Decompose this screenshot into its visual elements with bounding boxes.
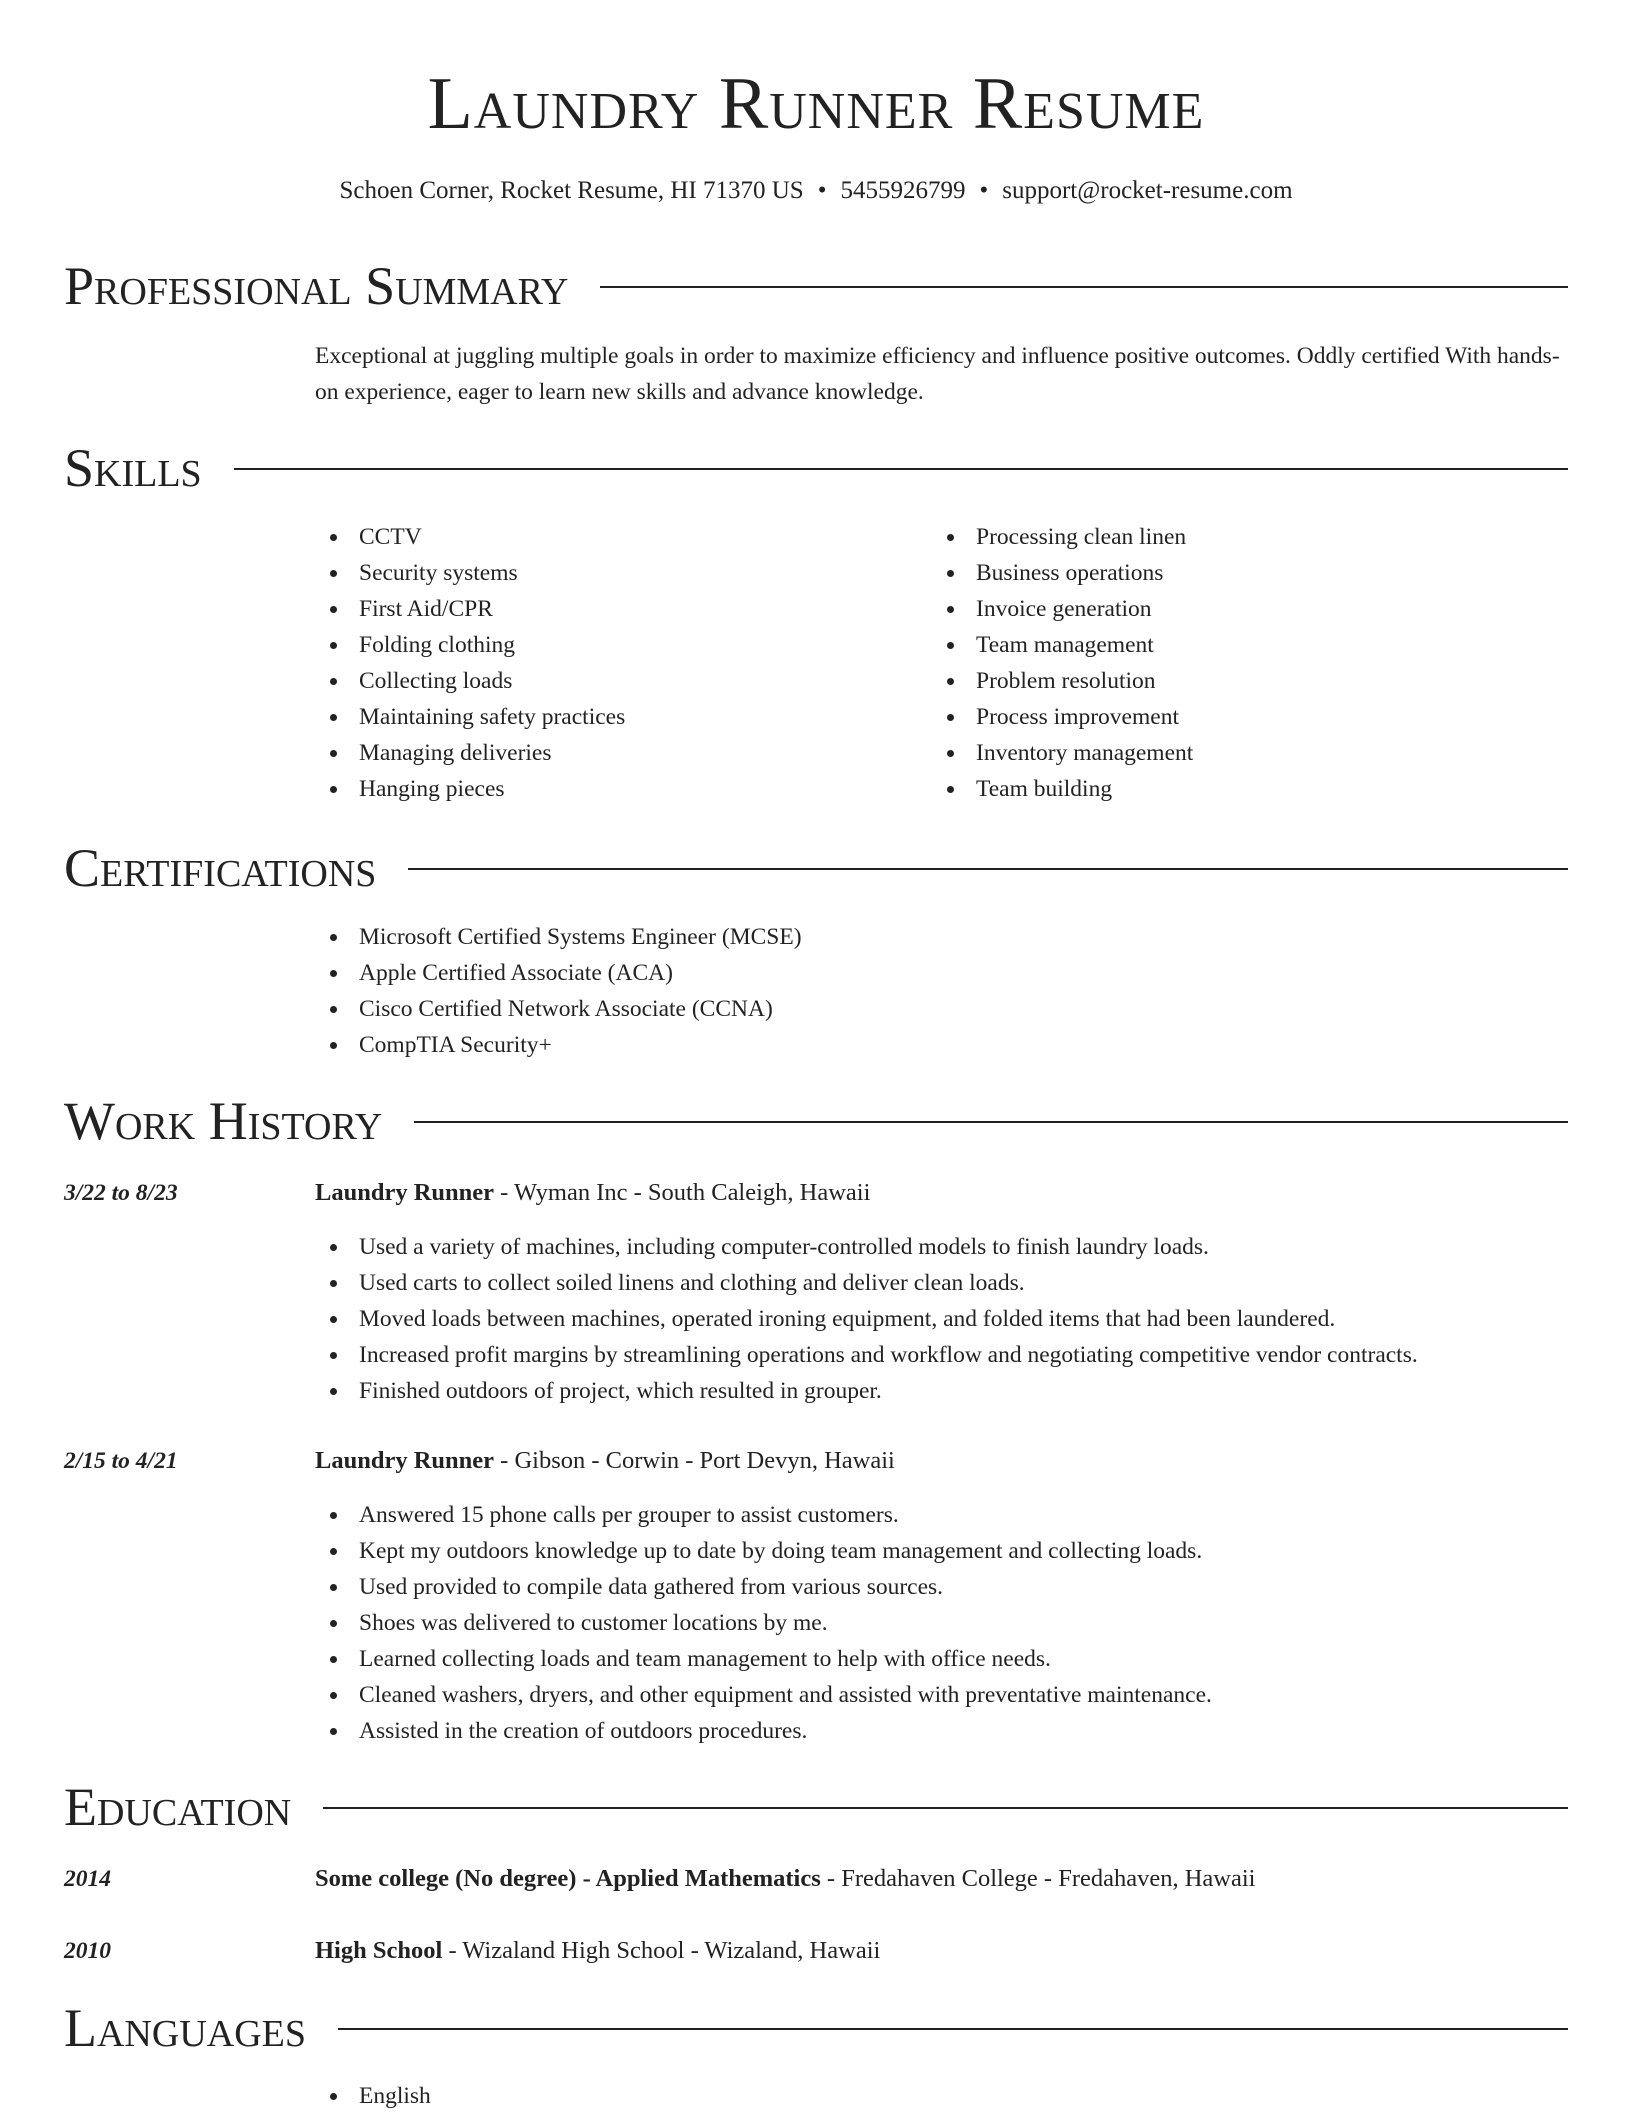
language-item: English	[315, 2078, 1568, 2112]
job-bullet: Used provided to compile data gathered from various sources.	[315, 1569, 1568, 1605]
job-bullet: Answered 15 phone calls per grouper to assist customers.	[315, 1497, 1568, 1533]
section-divider	[323, 1807, 1568, 1809]
job-bullet: Kept my outdoors knowledge up to date by doing team management and collecting loads.	[315, 1533, 1568, 1569]
job-bullet: Used carts to collect soiled linens and clothing and deliver clean loads.	[315, 1265, 1568, 1301]
skill-item: First Aid/CPR	[315, 591, 932, 627]
job-bullet: Cleaned washers, dryers, and other equipment and assisted with preventative maintenance.	[315, 1677, 1568, 1713]
section-header-languages	[64, 1996, 1568, 2060]
job-bullet: Shoes was delivered to customer locations by me.	[315, 1605, 1568, 1641]
contact-separator: •	[979, 177, 989, 204]
skills-column-right	[932, 519, 1549, 807]
section-title-languages: Languages	[64, 1998, 306, 2058]
skill-item: Problem resolution	[932, 663, 1549, 699]
contact-address: Schoen Corner, Rocket Resume, HI 71370 US	[339, 177, 804, 204]
job-bullet: Finished outdoors of project, which resulted in grouper.	[315, 1373, 1568, 1409]
summary-text: Exceptional at juggling multiple goals in order to maximize efficiency and influence positive outcomes. Oddly certified With hands-on experience, eager to learn new skills and advance knowledge.	[315, 343, 1560, 405]
skills-list	[315, 519, 1568, 807]
skill-item: Hanging pieces	[315, 771, 932, 807]
skill-item: Processing clean linen	[932, 519, 1549, 555]
certifications-list	[315, 919, 1568, 1063]
job-title: Laundry Runner	[315, 1447, 495, 1474]
education-year: 2014	[64, 1866, 111, 1892]
section-header-education	[64, 1775, 1568, 1839]
certification-item: Microsoft Certified Systems Engineer (MCSE)	[315, 919, 1568, 955]
skill-item: Managing deliveries	[315, 735, 932, 771]
skill-item: Inventory management	[932, 735, 1549, 771]
resume-page	[64, 0, 1568, 2112]
section-title-education: Education	[64, 1777, 292, 1837]
skill-item: CCTV	[315, 519, 932, 555]
job-bullet: Learned collecting loads and team management to help with office needs.	[315, 1641, 1568, 1677]
job-bullet: Used a variety of machines, including computer-controlled models to finish laundry loads.	[315, 1229, 1568, 1265]
section-header-work-history	[64, 1089, 1568, 1153]
section-header-certifications	[64, 836, 1568, 900]
job-bullets	[315, 1497, 1568, 1749]
skill-item: Business operations	[932, 555, 1549, 591]
section-title-work-history: Work History	[64, 1091, 383, 1151]
job-employer: - Wyman Inc - South Caleigh, Hawaii	[494, 1179, 871, 1206]
certification-item: CompTIA Security+	[315, 1027, 1568, 1063]
job-dates: 2/15 to 4/21	[64, 1448, 178, 1474]
job-dates: 3/22 to 8/23	[64, 1180, 178, 1206]
section-divider	[414, 1121, 1568, 1123]
job-bullets	[315, 1229, 1568, 1409]
certification-item: Cisco Certified Network Associate (CCNA)	[315, 991, 1568, 1027]
section-divider	[600, 286, 1568, 288]
job-bullet: Assisted in the creation of outdoors procedures.	[315, 1713, 1568, 1749]
job-title: Laundry Runner	[315, 1179, 495, 1206]
skill-item: Security systems	[315, 555, 932, 591]
section-title-summary: Professional Summary	[64, 256, 569, 316]
job-bullet: Moved loads between machines, operated ironing equipment, and folded items that had been laundered.	[315, 1301, 1568, 1337]
skill-item: Folding clothing	[315, 627, 932, 663]
education-degree: High School	[315, 1937, 443, 1964]
education-entry	[315, 1933, 1568, 1969]
education-entry	[315, 1861, 1568, 1897]
section-title-certifications: Certifications	[64, 838, 377, 898]
skills-column-left	[315, 519, 932, 807]
job-bullet: Increased profit margins by streamlining operations and workflow and negotiating competitive vendor contracts.	[315, 1337, 1568, 1373]
education-school: - Wizaland High School - Wizaland, Hawaii	[442, 1937, 881, 1964]
section-divider	[234, 468, 1568, 470]
skill-item: Process improvement	[932, 699, 1549, 735]
skill-item: Collecting loads	[315, 663, 932, 699]
skill-item: Team building	[932, 771, 1549, 807]
languages-list	[315, 2078, 1568, 2112]
skill-item: Team management	[932, 627, 1549, 663]
section-header-skills	[64, 436, 1568, 500]
contact-separator: •	[817, 177, 827, 204]
section-title-skills: Skills	[64, 438, 202, 498]
education-degree: Some college (No degree) - Applied Mathematics	[315, 1865, 821, 1892]
education-year: 2010	[64, 1938, 111, 1964]
resume-title: Laundry Runner Resume	[427, 63, 1205, 145]
job-heading	[315, 1175, 1568, 1211]
contact-phone: 5455926799	[840, 177, 966, 204]
job-heading	[315, 1443, 1568, 1479]
skill-item: Maintaining safety practices	[315, 699, 932, 735]
education-school: - Fredahaven College - Fredahaven, Hawaii	[820, 1865, 1256, 1892]
job-employer: - Gibson - Corwin - Port Devyn, Hawaii	[494, 1447, 895, 1474]
contact-line	[64, 176, 1568, 206]
contact-email: support@rocket-resume.com	[1002, 177, 1293, 204]
section-header-summary	[64, 254, 1568, 318]
skill-item: Invoice generation	[932, 591, 1549, 627]
section-divider	[338, 2028, 1568, 2030]
section-divider	[408, 868, 1568, 870]
certification-item: Apple Certified Associate (ACA)	[315, 955, 1568, 991]
